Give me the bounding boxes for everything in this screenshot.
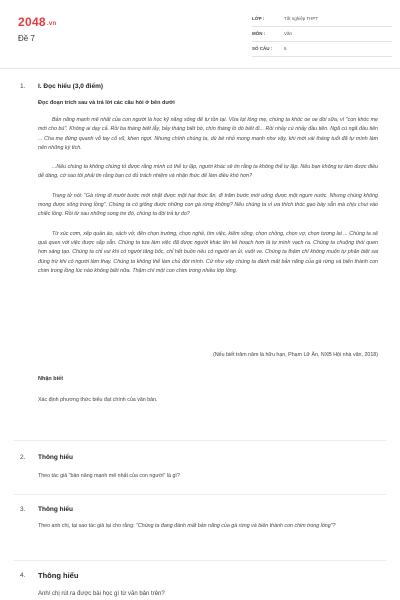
question-divider <box>14 440 386 441</box>
meta-value: Văn <box>284 31 293 36</box>
reading-passage <box>38 116 378 276</box>
question-number: 1. <box>20 83 26 90</box>
question-divider <box>14 494 386 495</box>
question-number: 4. <box>20 572 26 579</box>
question-title: I. Đọc hiểu (3,0 điểm) <box>38 83 104 90</box>
passage-paragraph: Trang tử nói: "Gà rừng đi mười bước mới nhặt được một hạt thức ăn, đi trăm bước mới uống được một ngụm nước. Nhưng chúng không mong được sống trong lồng". Chúng ta có giống được những con gà rừng không? Nếu chúng ta vì ưa thích thóc gạo bày sẵn mà chịu chui vào chiếc lồng. Rồi từ sau những song tre đó, chúng ta đòi trả tự do? <box>38 192 378 218</box>
question-text: Theo tác giả "bản năng mạnh mẽ nhất của con người" là gì? <box>38 473 180 479</box>
question-text-plain: Theo anh chị, tại sao tác giả lại cho rằng: <box>38 523 137 529</box>
question-title: Thông hiểu <box>38 571 79 580</box>
question-number: 3. <box>20 506 26 513</box>
question-divider <box>14 560 386 561</box>
question-number: 2. <box>20 454 26 461</box>
question-title: Thông hiểu <box>38 454 74 461</box>
site-logo[interactable] <box>18 15 56 29</box>
meta-value: Tốt nghiệp THPT <box>284 16 319 21</box>
passage-paragraph: ...Nếu chúng ta không chứng tỏ được rằng mình có thể tự lập, người khác sẽ tin rằng ta không thể tự lập. Nếu bạn không tự làm được điều dễ dàng, cớ sao tôi phải tin rằng bạn có đủ trách nhiệm và nhận thức để làm điều khó hơn? <box>38 164 378 180</box>
passage-source: (Nếu biết trăm năm là hữu hạn, Phạm Lữ Ân, NXB Hội nhà văn, 2018) <box>213 352 378 358</box>
passage-paragraph: Từ xúc cơm, xếp quần áo, sách vở, đến chọn trường, chọn nghề, tìm việc, kiếm sống, chọn chồng, chọn vợ, chọn tương lai ... Chúng ta sẽ quá quen với việc được sắp sẵn. Chúng ta tưa làm việc đã được người khác lên kế hoạch hơn là tự mình vạch ra. Chúng ta chuộng thói quen hơn sáng tạo. Chúng ta chỉ vui khi có người tâng bốc, chỉ hết buồn nếu có người an ủi, vuốt ve. Chúng ta thậm chí không muốn tự phân biệt sai đúng trừ khi có người làm thay. Chúng ta không thể làm chủ đời mình. Cứ như vậy chúng ta đánh mất bản năng của gà rừng và biến thành con chim trong lồng lúc nào không biết nữa. Thậm chí một con chim trong nhiều lớp lồng. <box>38 230 378 274</box>
page-header <box>0 0 400 62</box>
meta-row-subject <box>252 29 392 42</box>
meta-value: 6 <box>284 46 287 51</box>
question-text: Anh/ chị rút ra được bài học gì từ văn bản trên? <box>38 591 165 597</box>
meta-key: SỐ CÂU : <box>252 46 273 51</box>
meta-key: LỚP : <box>252 16 265 21</box>
question-text: Xác định phương thức biểu đạt chính của văn bản. <box>38 397 158 403</box>
logo-suffix: .vn <box>46 21 57 27</box>
question-level: Nhận biết <box>38 376 64 382</box>
logo-text: 2048 <box>18 15 46 29</box>
question-title: Thông hiểu <box>38 506 74 513</box>
question-text <box>38 522 378 531</box>
header-divider <box>0 68 400 69</box>
meta-row-count <box>252 44 392 57</box>
question-text-quote: "Chúng ta đang đánh mất bản năng của gà rừng và biến thành con chim trong lồng"? <box>136 523 336 529</box>
meta-key: MÔN : <box>252 31 266 36</box>
question-instruction: Đọc đoạn trích sau và trả lời các câu hỏi ở bên dưới <box>38 100 175 106</box>
passage-paragraph: Bản năng mạnh mẽ nhất của con người là học kỹ năng sống để tự tồn tại. Vừa lọt lòng mẹ, chúng ta khóc oe oe đòi sữa, vì "con khóc mẹ mới cho bú". Không ai dạy cả. Rồi ba tháng biết lẫy, bảy tháng biết bò, chín tháng lò dò biết đi... Rồi nhảy cú nhảy đầu tiên. Ngã cú ngã đầu tiên ... Cha mẹ đứng quanh vỗ tay cổ vũ, khen ngợi. Nhưng chính chúng ta, dù bé nhỏ mong manh như vậy, khi mới vài tháng tuổi đã tự mình làm nên những kỳ tích. <box>38 117 378 151</box>
exam-code: Đề 7 <box>18 34 35 43</box>
meta-row-class <box>252 14 392 27</box>
